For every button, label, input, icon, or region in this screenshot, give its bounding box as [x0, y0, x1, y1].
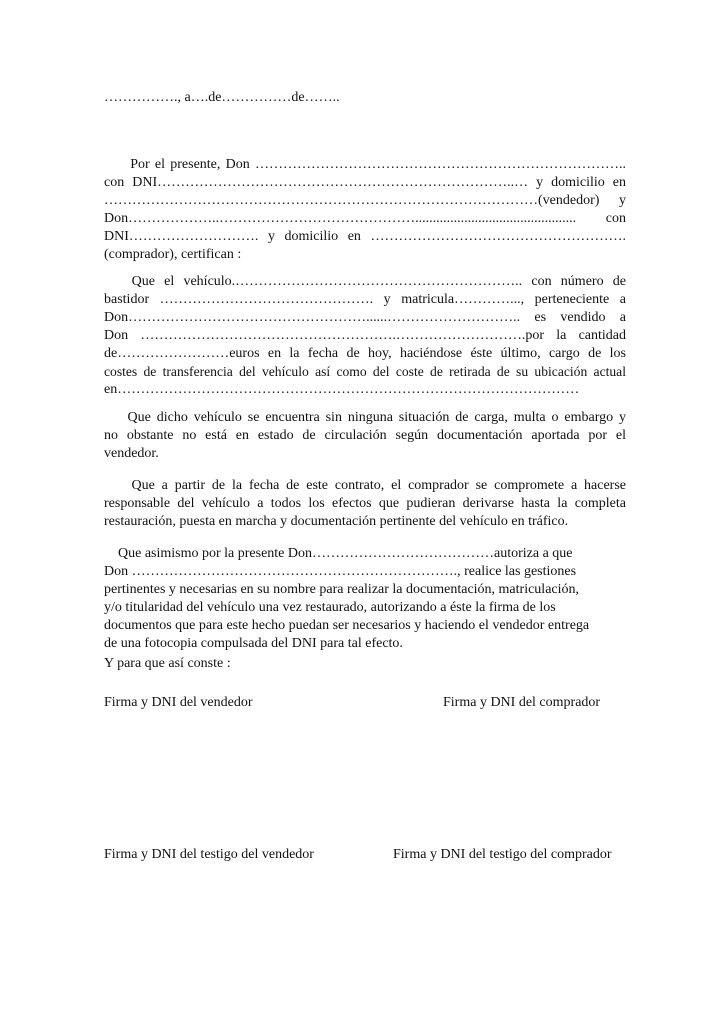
- paragraph-line: Don ……………………………………………………………., realice las gestiones: [104, 564, 577, 579]
- place-date-line: ……………., a….de……………de……..: [104, 90, 340, 105]
- paragraph-line: …………………………………………………………………………………(vendedor) y: [104, 193, 626, 208]
- paragraph-line: Don ……………………………………………….……………………….por la cantidad: [104, 328, 626, 343]
- paragraph-line: no obstante no está en estado de circulación según documentación aportada por el: [104, 428, 626, 443]
- paragraph-line: en………………………………………………………………………………………: [104, 382, 580, 397]
- signature-seller-witness: Firma y DNI del testigo del vendedor: [104, 847, 314, 862]
- paragraph-line: Que asimismo por la presente Don…………………………………autoriza a que: [104, 546, 573, 561]
- paragraph-line: y/o titularidad del vehículo una vez restaurado, autorizando a éste la firma de los: [104, 600, 556, 615]
- paragraph-line: de……………………euros en la fecha de hoy, haciéndose éste último, cargo de los: [104, 346, 626, 361]
- paragraph-line: (comprador), certifican :: [104, 247, 242, 262]
- paragraph-line: documentos que para este hecho puedan ser necesarios y haciendo el vendedor entrega: [104, 618, 590, 633]
- signature-seller: Firma y DNI del vendedor: [104, 695, 253, 710]
- paragraph-line: costes de transferencia del vehículo así como del coste de retirada de su ubicación actual: [104, 364, 626, 379]
- paragraph-line: Don……………………………………………......……………………….. es vendido a: [104, 310, 626, 325]
- paragraph-line: Que dicho vehículo se encuentra sin ninguna situación de carga, multa o embargo y: [104, 410, 626, 425]
- signature-buyer: Firma y DNI del comprador: [443, 695, 601, 710]
- paragraph-line: DNI………………………. y domicilio en ……………………………………………….: [104, 229, 626, 244]
- paragraph-line: responsable del vehículo a todos los efectos que pudieran derivarse hasta la completa: [104, 496, 626, 511]
- paragraph-line: de una fotocopia compulsada del DNI para tal efecto.: [104, 636, 403, 651]
- paragraph-line: pertinentes y necesarias en su nombre para realizar la documentación, matriculación,: [104, 582, 580, 597]
- paragraph-line: Por el presente, Don ……………………………………………………………………..: [104, 157, 626, 172]
- signature-buyer-witness: Firma y DNI del testigo del comprador: [393, 847, 612, 862]
- closing-statement: Y para que así conste :: [104, 656, 231, 671]
- paragraph-line: Que el vehículo.…………………………………………………….. con número de: [104, 274, 626, 289]
- paragraph-line: bastidor ………………………………………. y matricula…………..., perteneciente a: [104, 292, 626, 307]
- paragraph-line: vendedor.: [104, 446, 159, 461]
- paragraph-line: restauración, puesta en marcha y documentación pertinente del vehículo en tráfico.: [104, 514, 569, 529]
- paragraph-line: con DNI…………………………………………………………………..… y domicilio en: [104, 175, 626, 190]
- paragraph-line: Don………………..…………………………………….............................................. con: [104, 211, 626, 226]
- paragraph-line: Que a partir de la fecha de este contrato, el comprador se compromete a hacerse: [104, 478, 626, 493]
